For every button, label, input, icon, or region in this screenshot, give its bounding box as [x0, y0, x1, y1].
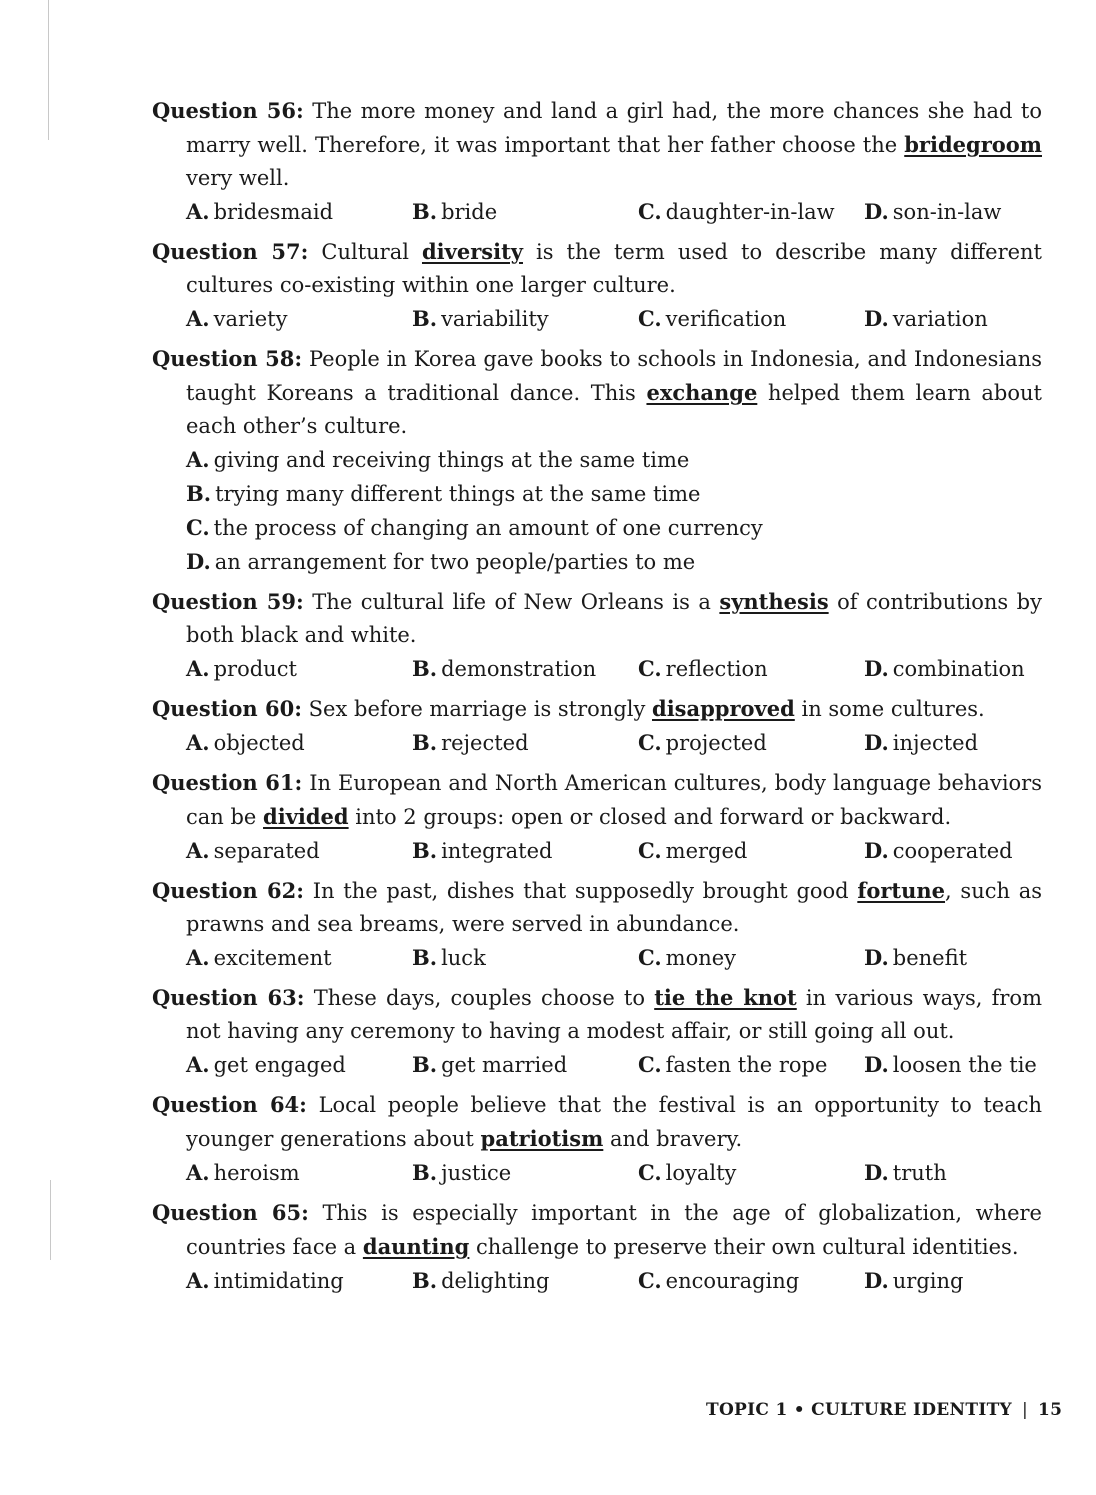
option-letter: C. [638, 1160, 662, 1185]
option-letter: C. [638, 199, 662, 224]
option-a[interactable] [186, 652, 412, 686]
question-stem [152, 766, 1042, 834]
option-d[interactable] [864, 652, 1025, 686]
question-59 [152, 585, 1042, 686]
options-row [152, 941, 1042, 975]
option-letter: C. [638, 306, 662, 331]
stem-text: In the past, dishes that supposedly brought good [312, 879, 858, 903]
option-text: daughter-in-law [665, 200, 835, 224]
option-text: excitement [213, 946, 332, 970]
stem-text: The more money and land a girl had, the more chances she had to marry well. Therefore, it was important that her father choose the [186, 99, 1042, 157]
option-d[interactable] [864, 941, 967, 975]
option-a[interactable] [186, 443, 1042, 477]
option-letter: C. [638, 656, 662, 681]
option-d[interactable] [186, 545, 1042, 579]
option-letter: A. [186, 656, 210, 681]
option-text: benefit [892, 946, 968, 970]
stem-text: in various ways, from not having any ceremony to having a modest affair, or still going all out. [186, 986, 1042, 1043]
scan-edge-mark [48, 0, 49, 140]
option-a[interactable] [186, 302, 412, 336]
option-b[interactable] [412, 302, 638, 336]
options-row [152, 1156, 1042, 1190]
page-number: 15 [1038, 1400, 1063, 1420]
stem-text: These days, couples choose to [313, 986, 655, 1010]
options-row [152, 1264, 1042, 1298]
option-d[interactable] [864, 726, 978, 760]
stem-text: The cultural life of New Orleans is a [312, 590, 720, 614]
option-text: the process of changing an amount of one currency [213, 516, 763, 540]
option-letter: C. [638, 1052, 662, 1077]
option-text: get engaged [213, 1053, 346, 1077]
option-text: reflection [665, 657, 768, 681]
option-letter: D. [864, 656, 889, 681]
option-text: urging [892, 1269, 964, 1293]
option-text: giving and receiving things at the same time [213, 448, 690, 472]
option-text: integrated [441, 839, 553, 863]
question-label: Question 57: [152, 239, 309, 264]
option-text: variability [441, 307, 549, 331]
option-letter: B. [412, 1160, 438, 1185]
option-b[interactable] [412, 1048, 638, 1082]
option-d[interactable] [864, 1264, 963, 1298]
stem-text: Sex before marriage is strongly [308, 697, 653, 721]
option-letter: B. [412, 945, 438, 970]
option-letter: A. [186, 306, 210, 331]
option-letter: D. [864, 1268, 889, 1293]
option-a[interactable] [186, 941, 412, 975]
option-letter: A. [186, 1160, 210, 1185]
option-letter: D. [864, 1052, 889, 1077]
question-label: Question 63: [152, 985, 305, 1010]
option-c[interactable] [638, 195, 864, 229]
option-text: projected [665, 731, 767, 755]
question-label: Question 65: [152, 1200, 309, 1225]
key-word: bridegroom [904, 132, 1042, 157]
option-text: verification [665, 307, 787, 331]
question-stem [152, 342, 1042, 443]
option-letter: A. [186, 199, 210, 224]
question-label: Question 56: [152, 98, 304, 123]
option-text: justice [441, 1161, 512, 1185]
option-d[interactable] [864, 1156, 947, 1190]
options-list [152, 443, 1042, 579]
option-text: trying many different things at the same time [215, 482, 701, 506]
option-c[interactable] [638, 652, 864, 686]
stem-text: very well. [186, 166, 290, 190]
option-letter: A. [186, 730, 210, 755]
scan-edge-mark [50, 1180, 51, 1260]
option-letter: C. [638, 1268, 662, 1293]
option-letter: D. [864, 838, 889, 863]
key-word: exchange [646, 380, 758, 405]
option-text: son-in-law [892, 200, 1002, 224]
option-a[interactable] [186, 1048, 412, 1082]
option-text: loyalty [665, 1161, 737, 1185]
question-62 [152, 874, 1042, 975]
option-c[interactable] [638, 726, 864, 760]
stem-text: Cultural [321, 240, 422, 264]
option-text: product [213, 657, 297, 681]
question-56 [152, 94, 1042, 229]
topic-title: TOPIC 1 • CULTURE IDENTITY [706, 1400, 1012, 1420]
option-c[interactable] [638, 941, 864, 975]
question-57 [152, 235, 1042, 336]
stem-text: People in Korea gave books to schools in Indonesia, and Indonesians taught Koreans a traditional dance. This [186, 347, 1042, 405]
option-letter: A. [186, 945, 210, 970]
option-letter: B. [412, 306, 438, 331]
options-row [152, 652, 1042, 686]
question-65 [152, 1196, 1042, 1298]
question-63 [152, 981, 1042, 1082]
option-b[interactable] [412, 834, 638, 868]
key-word: patriotism [480, 1126, 604, 1151]
key-word: disapproved [652, 696, 795, 721]
key-word: synthesis [719, 589, 829, 614]
stem-text: In European and North American cultures, body language behaviors can be [186, 771, 1042, 829]
option-text: encouraging [665, 1269, 800, 1293]
stem-text: challenge to preserve their own cultural identities. [469, 1235, 1019, 1259]
option-a[interactable] [186, 1156, 412, 1190]
question-label: Question 64: [152, 1092, 307, 1117]
option-c[interactable] [638, 1048, 864, 1082]
option-text: money [665, 946, 737, 970]
key-word: daunting [362, 1234, 470, 1259]
stem-text: Local people believe that the festival is an opportunity to teach younger generations about [186, 1093, 1042, 1151]
option-letter: D. [864, 199, 889, 224]
option-text: cooperated [892, 839, 1013, 863]
question-label: Question 61: [152, 770, 303, 795]
option-b[interactable] [412, 941, 638, 975]
option-letter: A. [186, 838, 210, 863]
question-label: Question 58: [152, 346, 303, 371]
option-text: demonstration [441, 657, 597, 681]
stem-text: and bravery. [603, 1127, 743, 1151]
question-list [152, 94, 1042, 1304]
option-letter: C. [638, 945, 662, 970]
options-row [152, 1048, 1042, 1082]
option-letter: C. [638, 838, 662, 863]
option-text: bride [441, 200, 498, 224]
question-61 [152, 766, 1042, 868]
stem-text: into 2 groups: open or closed and forward or backward. [348, 805, 952, 829]
option-c[interactable] [638, 834, 864, 868]
option-letter: D. [864, 1160, 889, 1185]
option-letter: A. [186, 1268, 210, 1293]
option-d[interactable] [864, 195, 1001, 229]
option-text: merged [665, 839, 748, 863]
option-letter: B. [412, 838, 438, 863]
option-text: variation [892, 307, 988, 331]
key-word: divided [263, 804, 349, 829]
option-a[interactable] [186, 195, 412, 229]
option-text: luck [441, 946, 486, 970]
option-letter: D. [864, 730, 889, 755]
option-text: rejected [441, 731, 529, 755]
option-text: combination [892, 657, 1025, 681]
question-label: Question 62: [152, 878, 305, 903]
stem-text: in some cultures. [794, 697, 985, 721]
question-stem [152, 585, 1042, 652]
question-stem [152, 1088, 1042, 1156]
option-b[interactable] [412, 1156, 638, 1190]
question-64 [152, 1088, 1042, 1190]
stem-text: is the term used to describe many different cultures co-existing within one larger culture. [186, 240, 1043, 297]
stem-text: helped them learn about each other’s culture. [186, 381, 1042, 438]
options-row [152, 195, 1042, 229]
option-text: intimidating [213, 1269, 344, 1293]
question-58 [152, 342, 1042, 579]
question-stem [152, 235, 1042, 302]
option-letter: B. [412, 1052, 438, 1077]
option-text: loosen the tie [892, 1053, 1037, 1077]
question-60 [152, 692, 1042, 760]
question-stem [152, 94, 1042, 195]
option-letter: D. [186, 549, 211, 574]
option-b[interactable] [412, 726, 638, 760]
question-stem [152, 1196, 1042, 1264]
option-c[interactable] [638, 1264, 864, 1298]
option-letter: B. [412, 1268, 438, 1293]
option-letter: C. [638, 730, 662, 755]
options-row [152, 302, 1042, 336]
option-letter: C. [186, 515, 210, 540]
page-footer [706, 1400, 1062, 1420]
option-letter: A. [186, 1052, 210, 1077]
option-text: an arrangement for two people/parties to me [214, 550, 696, 574]
option-letter: B. [412, 730, 438, 755]
option-c[interactable] [638, 1156, 864, 1190]
stem-text: of contributions by both black and white. [186, 590, 1042, 647]
option-letter: A. [186, 447, 210, 472]
stem-text: , such as prawns and sea breams, were served in abundance. [186, 879, 1043, 936]
option-c[interactable] [638, 302, 864, 336]
option-letter: B. [412, 199, 438, 224]
option-text: injected [892, 731, 979, 755]
options-row [152, 834, 1042, 868]
key-word: diversity [421, 239, 523, 264]
option-b[interactable] [412, 1264, 638, 1298]
option-text: get married [441, 1053, 568, 1077]
option-d[interactable] [864, 834, 1013, 868]
option-a[interactable] [186, 834, 412, 868]
option-text: bridesmaid [213, 200, 334, 224]
option-d[interactable] [864, 1048, 1037, 1082]
option-letter: D. [864, 945, 889, 970]
option-letter: B. [186, 481, 212, 506]
option-text: objected [213, 731, 305, 755]
option-text: separated [213, 839, 320, 863]
option-a[interactable] [186, 726, 412, 760]
option-b[interactable] [186, 477, 1042, 511]
option-text: heroism [213, 1161, 300, 1185]
option-letter: B. [412, 656, 438, 681]
question-label: Question 60: [152, 696, 302, 721]
option-a[interactable] [186, 1264, 412, 1298]
footer-separator: | [1021, 1400, 1028, 1420]
option-text: truth [892, 1161, 947, 1185]
option-letter: D. [864, 306, 889, 331]
stem-text: This is especially important in the age of globalization, where countries face a [186, 1201, 1042, 1259]
option-text: fasten the rope [665, 1053, 828, 1077]
option-c[interactable] [186, 511, 1042, 545]
key-word: fortune [857, 878, 946, 903]
option-b[interactable] [412, 652, 638, 686]
question-stem [152, 981, 1042, 1048]
option-d[interactable] [864, 302, 988, 336]
option-text: variety [213, 307, 288, 331]
option-text: delighting [441, 1269, 550, 1293]
option-b[interactable] [412, 195, 638, 229]
options-row [152, 726, 1042, 760]
question-stem [152, 874, 1042, 941]
key-word: tie the knot [654, 985, 797, 1010]
question-stem [152, 692, 1042, 726]
question-label: Question 59: [152, 589, 304, 614]
